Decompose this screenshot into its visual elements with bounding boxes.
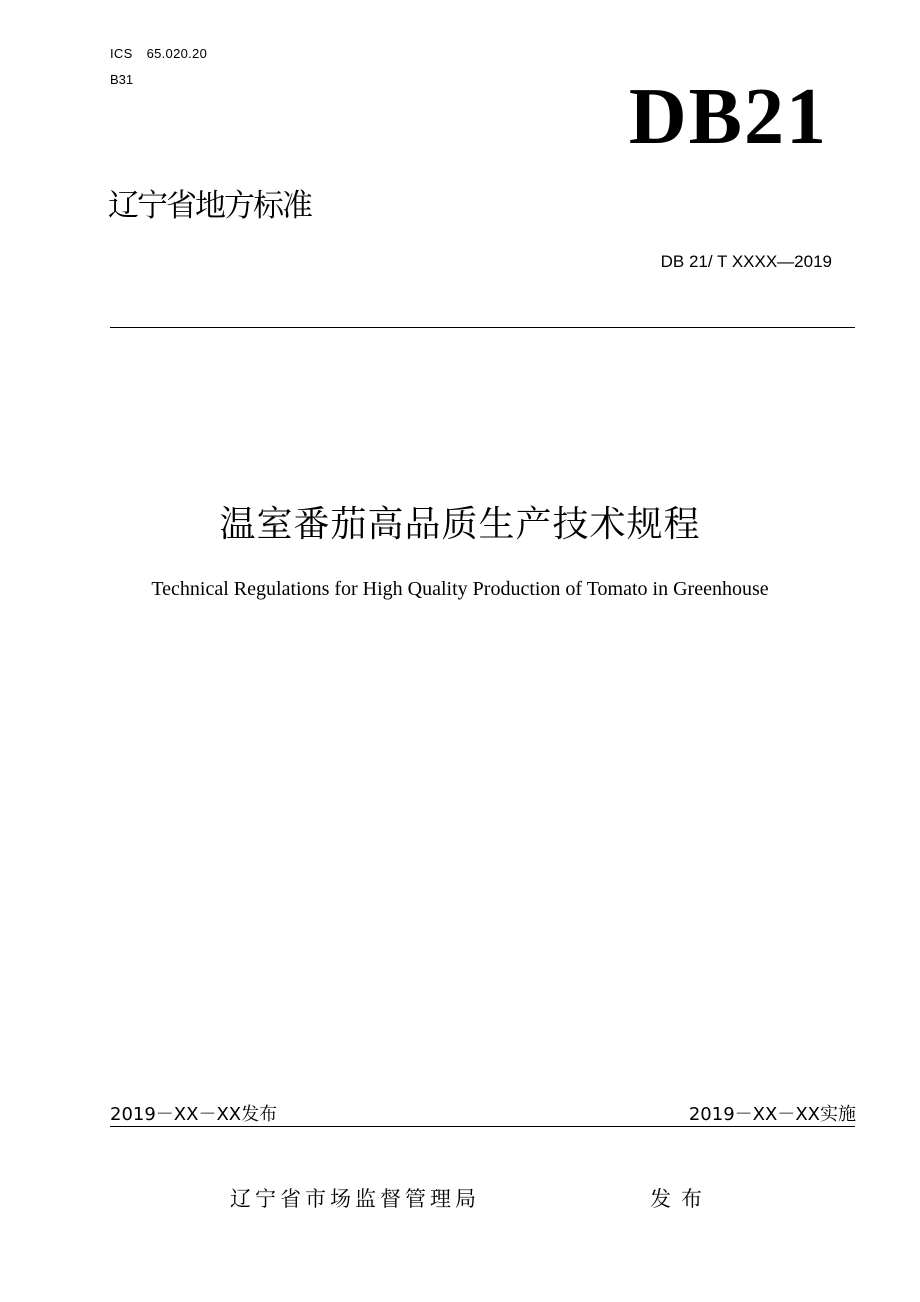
ics-label: ICS: [110, 46, 133, 61]
title-english: Technical Regulations for High Quality Production of Tomato in Greenhouse: [151, 578, 769, 600]
ccs-code: B31: [110, 72, 134, 87]
standard-type: 辽宁省地方标准: [108, 188, 311, 224]
title-chinese: 温室番茄高品质生产技术规程: [219, 504, 701, 545]
issuing-authority: 辽宁省市场监督管理局: [230, 1187, 480, 1211]
release-label: 发布: [650, 1187, 712, 1211]
header-divider: [110, 327, 855, 328]
standard-logo: DB21: [628, 73, 828, 161]
ics-code: 65.020.20: [146, 46, 208, 61]
ics-classification: [110, 46, 207, 61]
issue-date: 2019－XX－XX发布: [110, 1104, 278, 1125]
footer-divider: [110, 1126, 855, 1127]
standard-number: DB 21/ T XXXX—2019: [660, 252, 832, 271]
implementation-date: 2019－XX－XX实施: [688, 1104, 856, 1125]
